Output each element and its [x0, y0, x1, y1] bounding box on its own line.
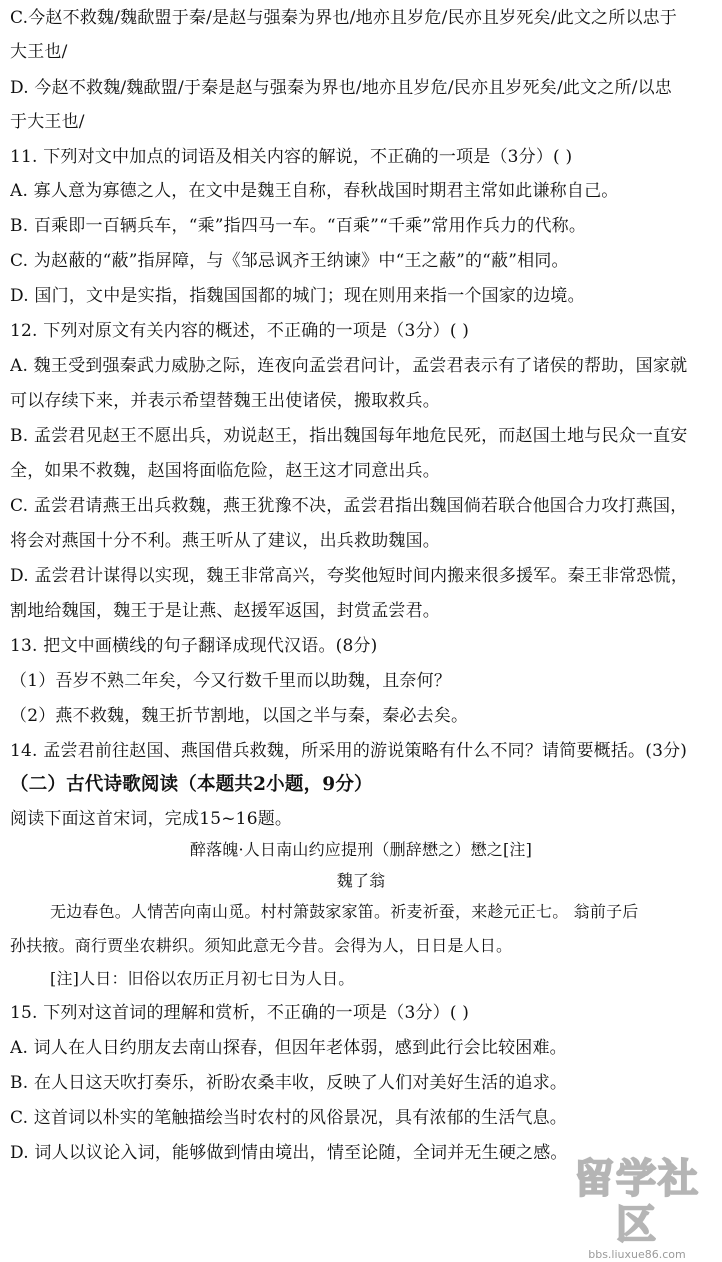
option-d-punctuation: D. 今赵不救魏/魏歃盟/于秦是赵与强秦为界也/地亦且岁危/民亦且岁死矣/此文之所/以忠 — [10, 78, 672, 98]
poetry-instruction: 阅读下面这首宋词，完成15~16题。 — [10, 809, 293, 829]
question-13: 13. 把文中画横线的句子翻译成现代汉语。(8分) — [10, 636, 378, 656]
q15-option-a: A. 词人在人日约朋友去南山探春，但因年老体弱，感到此行会比较困难。 — [10, 1038, 567, 1058]
q12-option-b-cont: 全，如果不救魏，赵国将面临危险，赵王这才同意出兵。 — [10, 461, 440, 481]
poem-title: 醉落魄·人日南山约应提刑（删辞懋之）懋之[注] — [189, 840, 533, 859]
q15-option-d: D. 词人以议论入词，能够做到情由境出，情至论随，全词并无生硬之感。 — [10, 1143, 568, 1163]
q13-sentence-1: （1）吾岁不熟二年矣，今又行数千里而以助魏，且奈何？ — [10, 671, 452, 691]
q12-option-a-cont: 可以存续下来，并表示希望替魏王出使诸侯，搬取救兵。 — [10, 391, 440, 411]
q12-option-d-cont: 割地给魏国，魏王于是让燕、赵援军返国，封赏孟尝君。 — [10, 601, 440, 621]
q12-option-a: A. 魏王受到强秦武力威胁之际，连夜向孟尝君问计，孟尝君表示有了诸侯的帮助，国家就 — [10, 356, 688, 376]
poem-text-line-2: 孙扶掖。商行贾坐农耕织。须知此意无今昔。会得为人，日日是人日。 — [10, 936, 513, 955]
watermark — [562, 1156, 712, 1261]
poem-text-line-1: 无边春色。人情苦向南山觅。村村箫鼓家家笛。祈麦祈蚕，来趁元正七。 翁前子后 — [50, 902, 639, 921]
option-d-punctuation-cont: 于大王也/ — [10, 112, 85, 132]
section-heading-poetry: （二）古代诗歌阅读（本题共2小题，9分） — [10, 774, 373, 795]
poem-note: [注]人日：旧俗以农历正月初七日为人日。 — [50, 969, 355, 988]
poem-author: 魏了翁 — [336, 871, 386, 890]
question-11: 11. 下列对文中加点的词语及相关内容的解说，不正确的一项是（3分）( ) — [10, 147, 573, 167]
q11-option-c: C. 为赵蔽的“蔽”指屏障，与《邹忌讽齐王纳谏》中“王之蔽”的“蔽”相同。 — [10, 251, 569, 271]
option-c-punctuation-cont: 大王也/ — [10, 42, 68, 62]
question-14: 14. 孟尝君前往赵国、燕国借兵救魏，所采用的游说策略有什么不同？请简要概括。(3分) — [10, 741, 688, 761]
watermark-url: bbs.liuxue86.com — [588, 1248, 686, 1261]
q15-option-c: C. 这首词以朴实的笔触描绘当时农村的风俗景况，具有浓郁的生活气息。 — [10, 1108, 568, 1128]
q11-option-d: D. 国门，文中是实指，指魏国国都的城门；现在则用来指一个国家的边境。 — [10, 286, 585, 306]
watermark-logo: 留学社区 — [574, 1156, 700, 1248]
q12-option-c: C. 孟尝君请燕王出兵救魏，燕王犹豫不决，孟尝君指出魏国倘若联合他国合力攻打燕国， — [10, 496, 688, 516]
q13-sentence-2: （2）燕不救魏，魏王折节割地，以国之半与秦，秦必去矣。 — [10, 706, 469, 726]
question-12: 12. 下列对原文有关内容的概述，不正确的一项是（3分）( ) — [10, 321, 470, 341]
q12-option-d: D. 孟尝君计谋得以实现，魏王非常高兴，夸奖他短时间内搬来很多援军。秦王非常恐慌， — [10, 566, 689, 586]
q12-option-c-cont: 将会对燕国十分不利。燕王听从了建议，出兵救助魏国。 — [10, 531, 440, 551]
q11-option-b: B. 百乘即一百辆兵车，“乘”指四马一车。“百乘”“千乘”常用作兵力的代称。 — [10, 216, 587, 236]
q11-option-a: A. 寡人意为寡德之人，在文中是魏王自称，春秋战国时期君主常如此谦称自己。 — [10, 181, 619, 201]
question-15: 15. 下列对这首词的理解和赏析，不正确的一项是（3分）( ) — [10, 1003, 470, 1023]
q12-option-b: B. 孟尝君见赵王不愿出兵，劝说赵王，指出魏国每年地危民死，而赵国土地与民众一直安 — [10, 426, 688, 446]
q15-option-b: B. 在人日这天吹打奏乐，祈盼农桑丰收，反映了人们对美好生活的追求。 — [10, 1073, 568, 1093]
option-c-punctuation: C.今赵不救魏/魏歃盟于秦/是赵与强秦为界也/地亦且岁危/民亦且岁死矣/此文之所以忠于 — [10, 8, 678, 28]
